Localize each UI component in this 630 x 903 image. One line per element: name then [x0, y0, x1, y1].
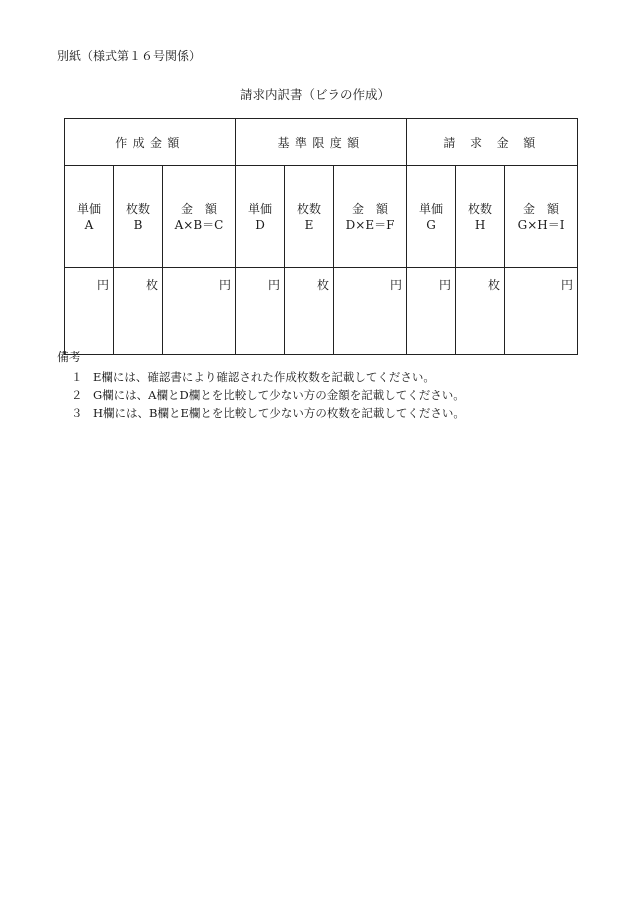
column-header: [236, 166, 285, 268]
column-code: A×B＝C: [174, 217, 224, 232]
remark-text: H欄には、B欄とE欄とを比較して少ない方の枚数を記載してください。: [93, 406, 465, 420]
remark-number: ３: [71, 406, 83, 420]
unit-label: 枚: [317, 278, 330, 292]
remarks-list: [71, 368, 465, 422]
unit-label: 円: [390, 278, 403, 292]
column-label: 枚数: [468, 201, 493, 216]
document-title: 請求内訳書（ビラの作成）: [239, 87, 390, 102]
group-header-standard-limit: 基準限度額: [236, 119, 407, 166]
column-header: [407, 166, 456, 268]
column-header: [114, 166, 163, 268]
input-cell[interactable]: [163, 268, 236, 355]
unit-label: 円: [439, 278, 452, 292]
unit-label: 枚: [145, 278, 158, 292]
input-cell[interactable]: [456, 268, 505, 355]
column-header: [163, 166, 236, 268]
column-label: 枚数: [297, 201, 322, 216]
column-label: 単価: [76, 201, 101, 216]
column-label: 単価: [248, 201, 273, 216]
remark-item: [71, 386, 465, 404]
column-code: B: [133, 217, 143, 232]
column-code: H: [474, 217, 486, 232]
remark-number: １: [71, 370, 83, 384]
input-cell[interactable]: [236, 268, 285, 355]
unit-label: 円: [561, 278, 574, 292]
breakdown-table: [64, 118, 578, 355]
column-code: D: [255, 217, 265, 232]
input-cell[interactable]: [505, 268, 578, 355]
group-header-claim-amount: 請 求 金 額: [407, 119, 578, 166]
column-header: [456, 166, 505, 268]
attachment-label: 別紙（様式第１６号関係）: [57, 49, 202, 63]
unit-label: 円: [268, 278, 281, 292]
column-code: D×E＝F: [345, 217, 395, 232]
column-header: [285, 166, 334, 268]
column-header: [65, 166, 114, 268]
unit-label: 円: [96, 278, 109, 292]
remark-text: E欄には、確認書により確認された作成枚数を記載してください。: [93, 370, 435, 384]
remarks-title: 備考: [57, 350, 82, 364]
column-code: A: [84, 217, 94, 232]
remark-text: G欄には、A欄とD欄とを比較して少ない方の金額を記載してください。: [93, 388, 465, 402]
unit-label: 円: [219, 278, 232, 292]
column-code: G×H＝I: [517, 217, 565, 232]
remark-item: [71, 368, 465, 386]
remark-item: [71, 404, 465, 422]
column-code: G: [426, 217, 436, 232]
column-label: 枚数: [125, 201, 150, 216]
column-code: E: [304, 217, 314, 232]
input-cell[interactable]: [407, 268, 456, 355]
column-label: 金 額: [523, 201, 560, 216]
column-label: 単価: [419, 201, 444, 216]
input-cell[interactable]: [334, 268, 407, 355]
column-header: [334, 166, 407, 268]
group-header-creation-amount: 作成金額: [65, 119, 236, 166]
remark-number: ２: [71, 388, 83, 402]
column-label: 金 額: [181, 201, 218, 216]
unit-label: 枚: [488, 278, 501, 292]
input-cell[interactable]: [285, 268, 334, 355]
input-cell[interactable]: [114, 268, 163, 355]
column-label: 金 額: [352, 201, 389, 216]
input-cell[interactable]: [65, 268, 114, 355]
column-header: [505, 166, 578, 268]
